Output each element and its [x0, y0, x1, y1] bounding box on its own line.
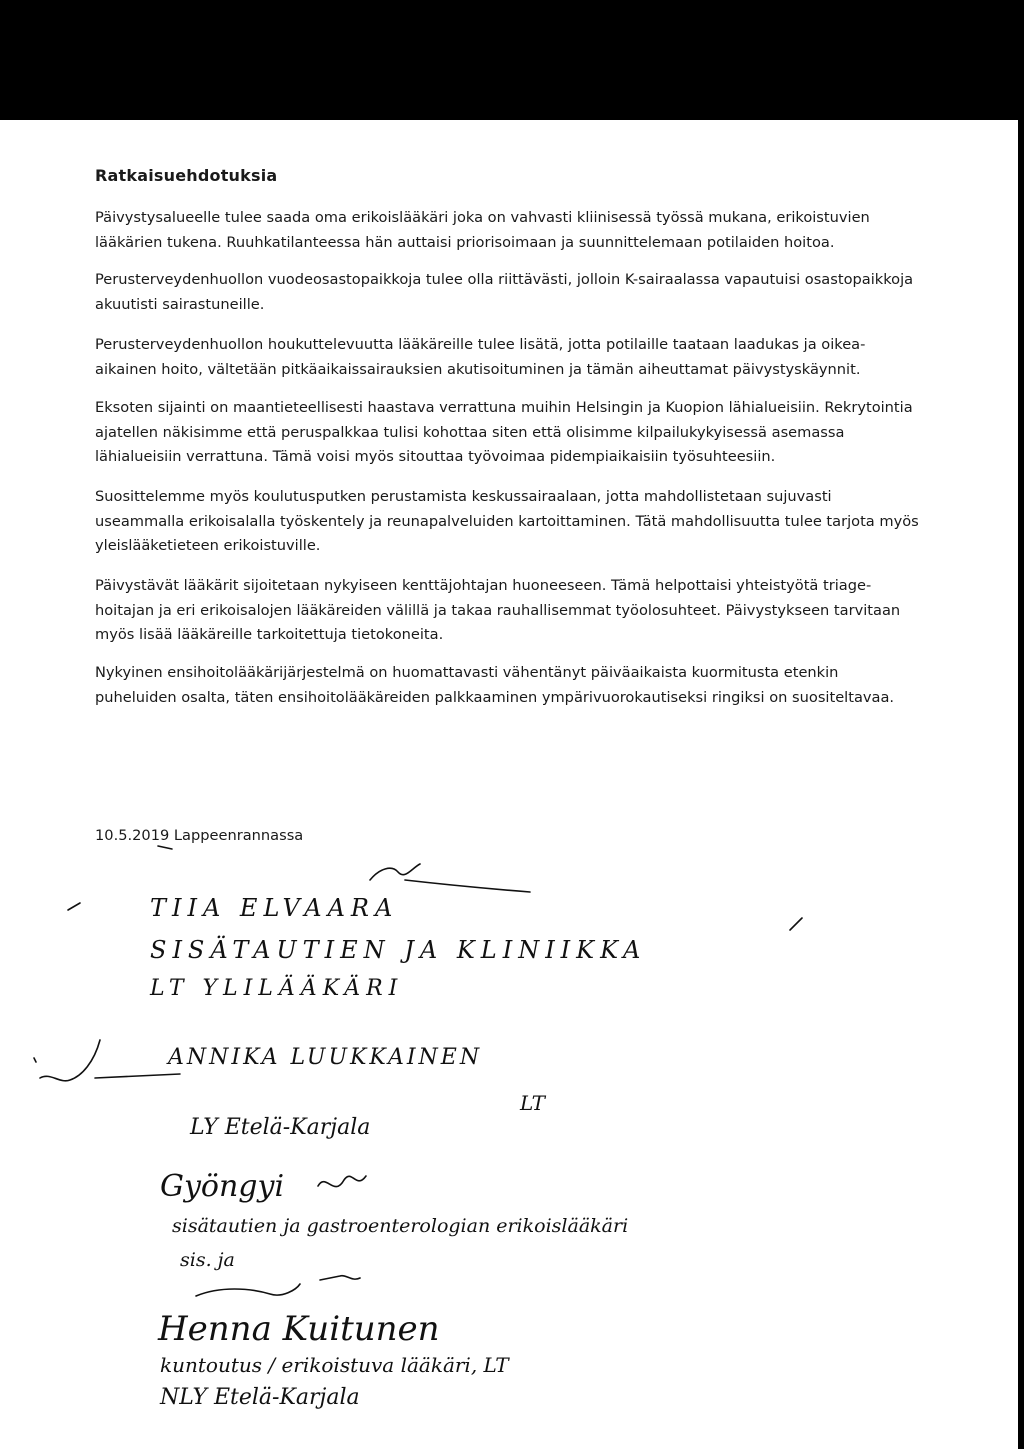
- paragraph-5: Suosittelemme myös koulutusputken perustamista keskussairaalaan, jotta mahdollistetaan sujuvasti useammalla erikoisalalla työskentely ja reunapalveluiden kartoittaminen. Tätä mahdollisuutta tulee tarjota myös yleislääketieteen erikoistuville.: [95, 488, 919, 554]
- signature-org-4: NLY Etelä-Karjala: [160, 1385, 360, 1410]
- signature-name-1: TIIA ELVAARA: [150, 894, 399, 922]
- signature-block-1: [68, 846, 802, 1001]
- signature-name-2: ANNIKA LUUKKAINEN: [168, 1045, 483, 1070]
- paragraph-7: Nykyinen ensihoitolääkärijärjestelmä on huomattavasti vähentänyt päiväaikaista kuormitusta etenkin puheluiden osalta, täten ensihoitolääkäreiden palkkaaminen ympärivuorokautiseksi ringiksi on suositeltavaa.: [95, 664, 895, 706]
- paragraph-6: Päivystävät lääkärit sijoitetaan nykyiseen kenttäjohtajan huoneeseen. Tämä helpottaisi yhteistyötä triage-hoitajan ja eri erikoisalojen lääkäreiden välillä ja takaa rauhallisemmat työolosuhteet. Päivystykseen tarvitaan myös lisää lääkäreille tarkoitettuja tietokoneita.: [95, 577, 901, 643]
- signature-name-4: Henna Kuitunen: [158, 1309, 440, 1349]
- signature-title-1: SISÄTAUTIEN JA KLINIIKKA: [150, 936, 647, 964]
- signature-block-4: [157, 1276, 510, 1410]
- signature-block-2: [34, 1040, 547, 1140]
- signature-scribble-2: [40, 1040, 180, 1081]
- paragraph-3: Perusterveydenhuollon houkuttelevuutta lääkäreille tulee lisätä, jotta potilaille taataan laadukas ja oikea-aikainen hoito, vältetään pitkäaikaissairauksien akutisoituminen ja tämän aiheuttamat päivystyskäynnit.: [95, 336, 866, 378]
- signature-extra-3: sis. ja: [180, 1249, 235, 1271]
- signature-title-3: sisätautien ja gastroenterologian erikoislääkäri: [172, 1215, 629, 1237]
- signature-title-4: kuntoutus / erikoistuva lääkäri, LT: [160, 1353, 509, 1377]
- paragraph-4: Eksoten sijainti on maantieteellisesti haastava verrattuna muihin Helsingin ja Kuopion lähialueisiin. Rekrytointia ajatellen näkisimme että peruspalkkaa tulisi kohottaa siten että olisimme kilpailukykyisessä asemassa lähialueisiin verrattuna. Tämä voisi myös sitouttaa työvoimaa pidempiaikaisiin työsuhteesiin.: [95, 399, 913, 465]
- signature-degree-1: LT YLILÄÄKÄRI: [150, 976, 404, 1001]
- signature-name-3: Gyöngyi: [160, 1169, 285, 1204]
- signature-scribble-1: [370, 864, 530, 892]
- signature-scribble-3: [318, 1176, 366, 1187]
- paragraph-1: Päivystysalueelle tulee saada oma erikoislääkäri joka on vahvasti kliinisessä työssä mukana, erikoistuvien lääkärien tukena. Ruuhkatilanteessa hän auttaisi priorisoimaan ja suunnittelemaan potilaiden hoitoa.: [95, 209, 870, 251]
- date-place: 10.5.2019 Lappeenrannassa: [95, 827, 304, 844]
- paragraph-2: Perusterveydenhuollon vuodeosastopaikkoja tulee olla riittävästi, jolloin K-sairaalassa vapautuisi osastopaikkoja akuutisti sairastuneille.: [95, 271, 914, 313]
- signature-scribble-4: [196, 1276, 360, 1296]
- signature-title-2: LY Etelä-Karjala: [190, 1115, 371, 1140]
- signature-degree-2: LT: [520, 1091, 545, 1115]
- signature-block-3: [160, 1169, 628, 1271]
- section-heading: Ratkaisuehdotuksia: [95, 166, 278, 185]
